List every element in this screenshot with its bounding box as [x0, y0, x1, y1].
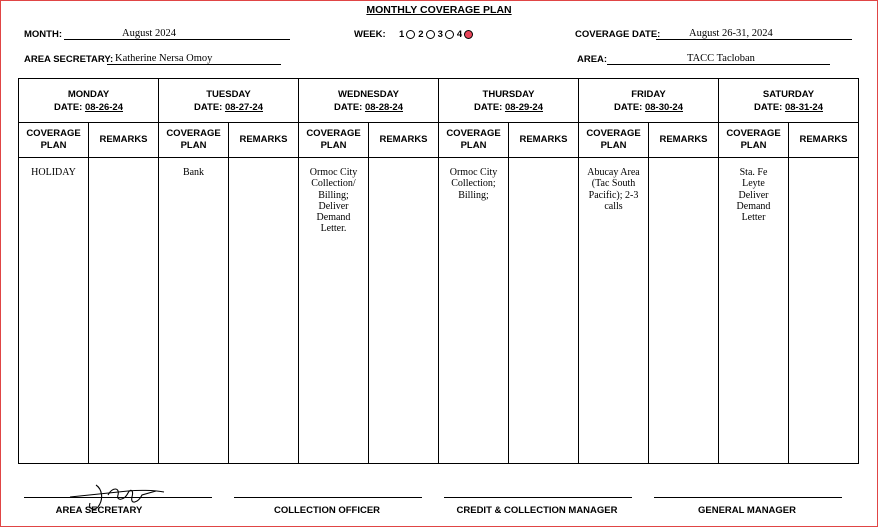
- signature-line: [654, 497, 842, 499]
- coverage-plan-cell-thursday[interactable]: [439, 158, 509, 464]
- coverage-plan-cell-tuesday[interactable]: [159, 158, 229, 464]
- day-name: TUESDAY: [206, 89, 251, 100]
- date-label: DATE:: [474, 102, 503, 113]
- month-label: MONTH:: [24, 29, 62, 40]
- week-1-radio[interactable]: [406, 30, 415, 39]
- plan-body-row: [19, 158, 859, 464]
- coverage-plan-header: COVERAGE PLAN: [579, 123, 649, 158]
- signatory-area-secretary: AREA SECRETARY: [55, 505, 143, 516]
- day-name: FRIDAY: [631, 89, 666, 100]
- signature-line: [444, 497, 632, 499]
- month-field[interactable]: [64, 27, 290, 40]
- coverage-plan-header: COVERAGE PLAN: [299, 123, 369, 158]
- signature-line: [234, 497, 422, 499]
- signature-line: [24, 497, 212, 499]
- remarks-text: [649, 158, 718, 167]
- remarks-header: REMARKS: [89, 123, 159, 158]
- date-label: DATE:: [54, 102, 83, 113]
- date-label: DATE:: [754, 102, 783, 113]
- remarks-text: [789, 158, 858, 167]
- day-name: SATURDAY: [762, 89, 815, 100]
- remarks-header: REMARKS: [789, 123, 859, 158]
- week-option-1-label: 1: [399, 29, 405, 40]
- week-2-radio[interactable]: [426, 30, 435, 39]
- coverage-plan-text: Ormoc City Collection; Billing;: [449, 167, 498, 201]
- day-header-thursday: [439, 79, 579, 123]
- area-secretary-value: Katherine Nersa Omoy: [115, 53, 213, 64]
- week-4-radio-selected[interactable]: [464, 30, 473, 39]
- remarks-header: REMARKS: [229, 123, 299, 158]
- signatory-collection-officer: COLLECTION OFFICER: [273, 505, 381, 516]
- day-header-wednesday: [299, 79, 439, 123]
- day-name: MONDAY: [67, 89, 110, 100]
- date-label: DATE:: [334, 102, 363, 113]
- week-selector[interactable]: [399, 29, 476, 40]
- week-option-3-label: 3: [437, 29, 443, 40]
- day-date: 08-27-24: [224, 102, 263, 113]
- remarks-text: [509, 158, 578, 167]
- coverage-plan-header: COVERAGE PLAN: [19, 123, 89, 158]
- day-date: 08-28-24: [364, 102, 403, 113]
- coverage-plan-cell-monday[interactable]: [19, 158, 89, 464]
- remarks-text: [89, 158, 158, 167]
- remarks-header: REMARKS: [509, 123, 579, 158]
- coverage-plan-cell-saturday[interactable]: [719, 158, 789, 464]
- day-date: 08-29-24: [504, 102, 543, 113]
- week-label: WEEK:: [354, 29, 386, 40]
- remarks-cell-monday[interactable]: [89, 158, 159, 464]
- remarks-header: REMARKS: [369, 123, 439, 158]
- coverage-plan-text: Ormoc City Collection/ Billing; Deliver Demand Letter.: [309, 167, 358, 235]
- area-secretary-label: AREA SECRETARY:: [24, 54, 114, 65]
- coverage-table: [18, 78, 859, 464]
- remarks-text: [369, 158, 438, 167]
- column-header-row: [19, 123, 859, 158]
- coverage-date-value: August 26-31, 2024: [689, 28, 773, 39]
- day-header-tuesday: [159, 79, 299, 123]
- remarks-cell-tuesday[interactable]: [229, 158, 299, 464]
- coverage-plan-header: COVERAGE PLAN: [159, 123, 229, 158]
- week-option-2-label: 2: [418, 29, 424, 40]
- day-header-monday: [19, 79, 159, 123]
- coverage-plan-text: Bank: [182, 167, 205, 178]
- remarks-cell-saturday[interactable]: [789, 158, 859, 464]
- signatory-general-manager: GENERAL MANAGER: [698, 505, 796, 516]
- coverage-plan-text: Abucay Area (Tac South Pacific); 2-3 calls: [587, 167, 640, 212]
- day-header-row: [19, 79, 859, 123]
- week-3-radio[interactable]: [445, 30, 454, 39]
- date-label: DATE:: [614, 102, 643, 113]
- day-header-saturday: [719, 79, 859, 123]
- remarks-cell-thursday[interactable]: [509, 158, 579, 464]
- day-name: WEDNESDAY: [338, 89, 399, 100]
- day-header-friday: [579, 79, 719, 123]
- coverage-date-field[interactable]: [656, 27, 852, 40]
- coverage-plan-cell-friday[interactable]: [579, 158, 649, 464]
- coverage-plan-header: COVERAGE PLAN: [719, 123, 789, 158]
- coverage-date-label: COVERAGE DATE:: [575, 29, 661, 40]
- week-option-4-label: 4: [456, 29, 463, 40]
- coverage-plan-header: COVERAGE PLAN: [439, 123, 509, 158]
- date-label: DATE:: [194, 102, 223, 113]
- area-value: TACC Tacloban: [687, 53, 755, 64]
- area-label: AREA:: [577, 54, 608, 65]
- remarks-text: [229, 158, 298, 167]
- remarks-cell-wednesday[interactable]: [369, 158, 439, 464]
- day-date: 08-26-24: [84, 102, 123, 113]
- day-date: 08-30-24: [644, 102, 683, 113]
- signatory-credit-collection-manager: CREDIT & COLLECTION MANAGER: [456, 505, 618, 516]
- area-field[interactable]: [607, 52, 830, 65]
- coverage-plan-text: Sta. Fe Leyte Deliver Demand Letter: [736, 167, 771, 224]
- remarks-cell-friday[interactable]: [649, 158, 719, 464]
- remarks-header: REMARKS: [649, 123, 719, 158]
- day-date: 08-31-24: [784, 102, 823, 113]
- day-name: THURSDAY: [482, 89, 535, 100]
- coverage-plan-cell-wednesday[interactable]: [299, 158, 369, 464]
- coverage-plan-text: HOLIDAY: [31, 167, 76, 178]
- month-value: August 2024: [122, 28, 176, 39]
- page-title: MONTHLY COVERAGE PLAN: [366, 4, 512, 16]
- area-secretary-field[interactable]: [107, 52, 281, 65]
